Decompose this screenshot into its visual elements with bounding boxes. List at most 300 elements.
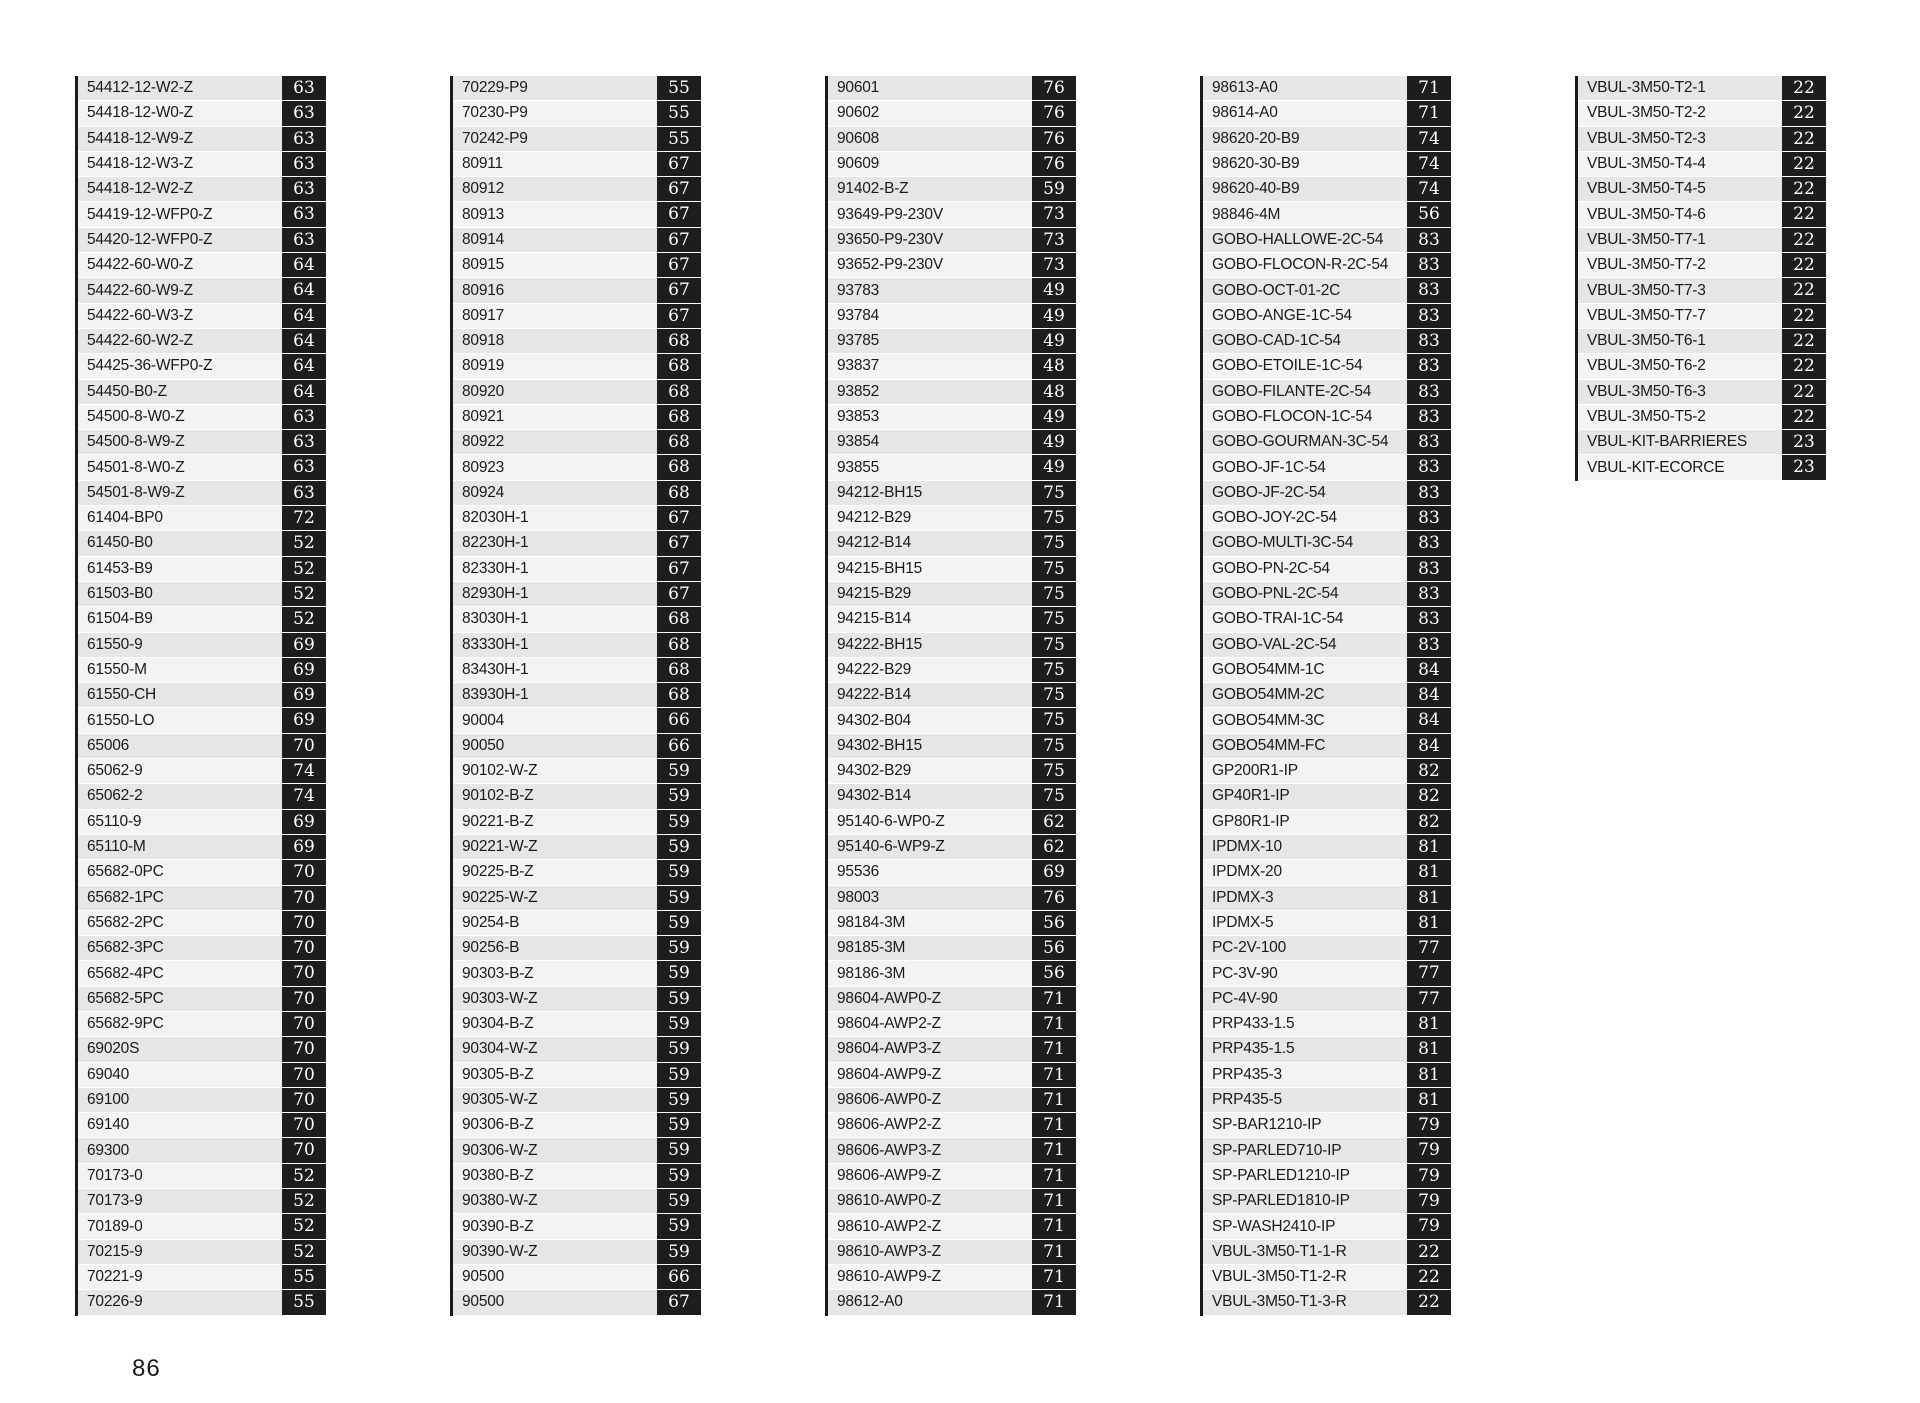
page-reference: 83	[1407, 455, 1451, 479]
index-row	[453, 810, 701, 835]
product-code: 94302-B04	[837, 711, 912, 729]
index-row	[1578, 304, 1826, 329]
index-column-3	[825, 76, 1076, 1316]
page-reference: 83	[1407, 304, 1451, 328]
product-code: 61503-B0	[87, 585, 153, 603]
product-code: 54422-60-W9-Z	[87, 281, 193, 299]
product-code: 54422-60-W2-Z	[87, 332, 193, 350]
page-reference: 59	[657, 936, 701, 960]
index-row	[828, 784, 1076, 809]
index-row	[828, 658, 1076, 683]
page-reference: 67	[657, 152, 701, 176]
index-row	[78, 152, 326, 177]
product-code: GOBO-ANGE-1C-54	[1212, 306, 1352, 324]
index-row	[78, 1265, 326, 1290]
page-reference: 59	[657, 987, 701, 1011]
product-code: 80916	[462, 281, 505, 299]
index-row	[828, 1240, 1076, 1265]
index-row	[828, 911, 1076, 936]
product-code: 90380-W-Z	[462, 1192, 538, 1210]
page-reference: 67	[657, 304, 701, 328]
product-code: VBUL-3M50-T2-2	[1587, 104, 1706, 122]
page-reference: 81	[1407, 886, 1451, 910]
page-reference: 52	[282, 1189, 326, 1213]
page-reference: 81	[1407, 835, 1451, 859]
page-reference: 22	[1782, 101, 1826, 125]
product-code: 82330H-1	[462, 559, 529, 577]
product-code: GOBO-JF-2C-54	[1212, 483, 1326, 501]
product-code: 54422-60-W3-Z	[87, 306, 193, 324]
page-reference: 59	[657, 810, 701, 834]
product-code: 98614-A0	[1212, 104, 1278, 122]
index-row	[1203, 607, 1451, 632]
index-row	[453, 1214, 701, 1239]
product-code: 61550-M	[87, 660, 147, 678]
product-code: 98184-3M	[837, 913, 906, 931]
product-code: IPDMX-10	[1212, 838, 1282, 856]
page-reference: 75	[1032, 607, 1076, 631]
index-row	[828, 455, 1076, 480]
page-reference: 67	[657, 531, 701, 555]
index-row	[453, 1063, 701, 1088]
page-reference: 63	[282, 405, 326, 429]
product-code: 54425-36-WFP0-Z	[87, 357, 213, 375]
product-code: 94222-B14	[837, 686, 912, 704]
index-row	[828, 810, 1076, 835]
page-reference: 76	[1032, 101, 1076, 125]
page-reference: 22	[1782, 152, 1826, 176]
product-code: 83330H-1	[462, 635, 529, 653]
index-row	[78, 987, 326, 1012]
page-reference: 79	[1407, 1113, 1451, 1137]
product-code: 70226-9	[87, 1293, 143, 1311]
product-code: 80918	[462, 332, 505, 350]
product-code: 65062-2	[87, 787, 143, 805]
page-reference: 83	[1407, 607, 1451, 631]
product-code: GOBO-FLOCON-R-2C-54	[1212, 256, 1389, 274]
index-row	[1203, 329, 1451, 354]
index-row	[828, 506, 1076, 531]
product-code: GOBO-CAD-1C-54	[1212, 332, 1341, 350]
index-row	[1203, 911, 1451, 936]
index-row	[78, 76, 326, 101]
page-reference: 64	[282, 278, 326, 302]
index-row	[828, 329, 1076, 354]
product-code: GOBO-OCT-01-2C	[1212, 281, 1341, 299]
index-row	[78, 1214, 326, 1239]
index-row	[1578, 430, 1826, 455]
index-row	[1203, 987, 1451, 1012]
index-row	[828, 1164, 1076, 1189]
product-code: 65682-9PC	[87, 1015, 164, 1033]
page-reference: 22	[1782, 405, 1826, 429]
page-reference: 67	[657, 506, 701, 530]
page-reference: 73	[1032, 228, 1076, 252]
product-code: PC-4V-90	[1212, 989, 1278, 1007]
page-reference: 83	[1407, 582, 1451, 606]
page-reference: 76	[1032, 886, 1076, 910]
page-reference: 75	[1032, 759, 1076, 783]
page-reference: 74	[282, 759, 326, 783]
product-code: 98610-AWP0-Z	[837, 1192, 941, 1210]
page-reference: 83	[1407, 253, 1451, 277]
product-code: 91402-B-Z	[837, 180, 909, 198]
page-reference: 59	[657, 759, 701, 783]
page-reference: 68	[657, 405, 701, 429]
product-code: 90390-W-Z	[462, 1242, 538, 1260]
index-row	[828, 127, 1076, 152]
page-reference: 67	[657, 228, 701, 252]
product-code: 94215-B14	[837, 610, 912, 628]
product-code: GP80R1-IP	[1212, 812, 1290, 830]
index-row	[1203, 506, 1451, 531]
product-code: PRP435-1.5	[1212, 1040, 1295, 1058]
product-code: 69300	[87, 1141, 130, 1159]
page-reference: 66	[657, 1265, 701, 1289]
product-code: 70215-9	[87, 1242, 143, 1260]
index-column-4	[1200, 76, 1451, 1316]
index-row	[78, 1088, 326, 1113]
index-row	[453, 961, 701, 986]
product-code: 98606-AWP3-Z	[837, 1141, 941, 1159]
page-reference: 81	[1407, 1012, 1451, 1036]
index-row	[828, 228, 1076, 253]
product-code: 98604-AWP3-Z	[837, 1040, 941, 1058]
page-reference: 76	[1032, 76, 1076, 100]
index-row	[78, 607, 326, 632]
index-row	[453, 708, 701, 733]
index-row	[828, 1265, 1076, 1290]
product-code: 98620-20-B9	[1212, 129, 1300, 147]
product-code: 82930H-1	[462, 585, 529, 603]
index-row	[78, 1138, 326, 1163]
product-code: 61450-B0	[87, 534, 153, 552]
page-reference: 59	[657, 1189, 701, 1213]
index-row	[78, 1164, 326, 1189]
page-reference: 55	[282, 1265, 326, 1289]
product-code: 93855	[837, 458, 880, 476]
page-reference: 77	[1407, 936, 1451, 960]
page-reference: 63	[282, 455, 326, 479]
product-code: 80923	[462, 458, 505, 476]
page-reference: 22	[1782, 329, 1826, 353]
page-reference: 71	[1407, 101, 1451, 125]
product-code: VBUL-3M50-T4-6	[1587, 205, 1706, 223]
page-reference: 23	[1782, 455, 1826, 479]
page-reference: 22	[1782, 304, 1826, 328]
page-reference: 70	[282, 1088, 326, 1112]
page-reference: 71	[1032, 1012, 1076, 1036]
page-reference: 82	[1407, 759, 1451, 783]
index-row	[78, 633, 326, 658]
product-code: GOBO-JOY-2C-54	[1212, 509, 1337, 527]
index-row	[1203, 1063, 1451, 1088]
index-row	[453, 557, 701, 582]
index-row	[453, 304, 701, 329]
page-reference: 67	[657, 177, 701, 201]
index-row	[828, 1214, 1076, 1239]
index-row	[828, 405, 1076, 430]
page-reference: 71	[1032, 1290, 1076, 1314]
page-reference: 84	[1407, 683, 1451, 707]
index-row	[453, 784, 701, 809]
product-code: 90221-W-Z	[462, 838, 538, 856]
index-row	[1203, 253, 1451, 278]
index-row	[78, 961, 326, 986]
product-code: 65682-3PC	[87, 939, 164, 957]
page-reference: 81	[1407, 1088, 1451, 1112]
index-row	[78, 658, 326, 683]
product-code: 90004	[462, 711, 505, 729]
product-code: 94215-B29	[837, 585, 912, 603]
product-code: 80914	[462, 230, 505, 248]
product-code: VBUL-3M50-T4-5	[1587, 180, 1706, 198]
page-reference: 77	[1407, 987, 1451, 1011]
index-row	[1203, 455, 1451, 480]
product-code: VBUL-3M50-T6-1	[1587, 332, 1706, 350]
index-row	[453, 936, 701, 961]
index-column-5	[1575, 76, 1826, 481]
index-row	[1203, 886, 1451, 911]
index-row	[453, 354, 701, 379]
product-code: 65682-4PC	[87, 964, 164, 982]
product-code: GP40R1-IP	[1212, 787, 1290, 805]
product-code: 70173-0	[87, 1166, 143, 1184]
page-reference: 79	[1407, 1214, 1451, 1238]
index-row	[828, 380, 1076, 405]
product-code: 54418-12-W0-Z	[87, 104, 193, 122]
page-reference: 79	[1407, 1164, 1451, 1188]
product-code: IPDMX-3	[1212, 888, 1274, 906]
index-row	[1578, 202, 1826, 227]
index-row	[453, 253, 701, 278]
product-code: 90221-B-Z	[462, 812, 534, 830]
product-code: 93652-P9-230V	[837, 256, 943, 274]
page-reference: 70	[282, 1012, 326, 1036]
product-code: 80912	[462, 180, 505, 198]
page-number: 86	[132, 1355, 161, 1382]
index-row	[828, 557, 1076, 582]
page-reference: 75	[1032, 708, 1076, 732]
page-reference: 69	[282, 708, 326, 732]
page-reference: 84	[1407, 708, 1451, 732]
page-reference: 70	[282, 1037, 326, 1061]
index-row	[1203, 278, 1451, 303]
product-code: 90390-B-Z	[462, 1217, 534, 1235]
product-code: 93852	[837, 382, 880, 400]
page-reference: 75	[1032, 506, 1076, 530]
product-code: 90609	[837, 155, 880, 173]
product-code: GP200R1-IP	[1212, 762, 1298, 780]
index-row	[78, 304, 326, 329]
index-row	[1203, 202, 1451, 227]
page-reference: 71	[1032, 1164, 1076, 1188]
index-row	[828, 1138, 1076, 1163]
page-reference: 79	[1407, 1189, 1451, 1213]
product-code: 90306-B-Z	[462, 1116, 534, 1134]
index-row	[453, 633, 701, 658]
product-code: SP-PARLED1810-IP	[1212, 1192, 1350, 1210]
index-row	[1203, 633, 1451, 658]
index-row	[828, 253, 1076, 278]
product-code: 98620-30-B9	[1212, 155, 1300, 173]
index-row	[1578, 354, 1826, 379]
index-row	[78, 354, 326, 379]
index-row	[78, 582, 326, 607]
index-row	[1203, 683, 1451, 708]
page-reference: 62	[1032, 810, 1076, 834]
index-row	[1203, 228, 1451, 253]
page-reference: 22	[1782, 380, 1826, 404]
page-reference: 75	[1032, 658, 1076, 682]
index-row	[453, 582, 701, 607]
index-row	[78, 228, 326, 253]
page-reference: 71	[1032, 1088, 1076, 1112]
page-reference: 59	[657, 1240, 701, 1264]
page-reference: 22	[1782, 354, 1826, 378]
page-reference: 59	[657, 1138, 701, 1162]
index-row	[1203, 177, 1451, 202]
product-code: 98606-AWP9-Z	[837, 1166, 941, 1184]
page-reference: 56	[1032, 961, 1076, 985]
product-code: 93650-P9-230V	[837, 230, 943, 248]
product-code: 70229-P9	[462, 79, 528, 97]
product-code: SP-PARLED1210-IP	[1212, 1166, 1350, 1184]
index-column-2	[450, 76, 701, 1316]
index-row	[453, 911, 701, 936]
page-reference: 83	[1407, 481, 1451, 505]
page-reference: 59	[1032, 177, 1076, 201]
product-code: 54422-60-W0-Z	[87, 256, 193, 274]
page-reference: 52	[282, 1240, 326, 1264]
index-row	[453, 734, 701, 759]
page-reference: 63	[282, 76, 326, 100]
page-reference: 71	[1032, 1189, 1076, 1213]
page-reference: 67	[657, 557, 701, 581]
product-code: GOBO-FILANTE-2C-54	[1212, 382, 1372, 400]
page-reference: 75	[1032, 582, 1076, 606]
product-code: 80922	[462, 433, 505, 451]
page-reference: 75	[1032, 683, 1076, 707]
product-code: 98610-AWP2-Z	[837, 1217, 941, 1235]
product-code: 69100	[87, 1091, 130, 1109]
index-row	[1203, 1240, 1451, 1265]
page-reference: 49	[1032, 455, 1076, 479]
page-reference: 67	[657, 582, 701, 606]
page-reference: 67	[657, 1290, 701, 1314]
product-code: GOBO-TRAI-1C-54	[1212, 610, 1344, 628]
page-reference: 70	[282, 961, 326, 985]
index-row	[78, 177, 326, 202]
product-code: 90304-B-Z	[462, 1015, 534, 1033]
product-code: 54500-8-W9-Z	[87, 433, 185, 451]
product-code: 90303-W-Z	[462, 989, 538, 1007]
page-reference: 22	[1407, 1290, 1451, 1314]
product-code: IPDMX-20	[1212, 863, 1282, 881]
product-code: 98604-AWP9-Z	[837, 1065, 941, 1083]
page-reference: 83	[1407, 531, 1451, 555]
product-code: 83430H-1	[462, 660, 529, 678]
product-code: 54420-12-WFP0-Z	[87, 230, 213, 248]
index-row	[1578, 127, 1826, 152]
product-code: GOBO54MM-2C	[1212, 686, 1325, 704]
index-row	[1203, 1214, 1451, 1239]
product-code: 90050	[462, 736, 505, 754]
page-reference: 71	[1032, 987, 1076, 1011]
product-code: 98846-4M	[1212, 205, 1281, 223]
product-code: 69020S	[87, 1040, 140, 1058]
page-reference: 23	[1782, 430, 1826, 454]
page-reference: 63	[282, 481, 326, 505]
index-row	[453, 127, 701, 152]
index-row	[1203, 734, 1451, 759]
product-code: 94302-B29	[837, 762, 912, 780]
index-row	[78, 835, 326, 860]
index-row	[78, 860, 326, 885]
page-reference: 52	[282, 1214, 326, 1238]
page-reference: 68	[657, 329, 701, 353]
index-row	[828, 101, 1076, 126]
product-code: IPDMX-5	[1212, 913, 1274, 931]
product-code: VBUL-KIT-BARRIERES	[1587, 433, 1748, 451]
index-row	[828, 76, 1076, 101]
product-code: 98612-A0	[837, 1293, 903, 1311]
index-row	[453, 76, 701, 101]
product-code: 61550-CH	[87, 686, 157, 704]
product-code: 93853	[837, 408, 880, 425]
product-code: 90102-B-Z	[462, 787, 534, 805]
page-reference: 22	[1782, 202, 1826, 226]
product-code: 61453-B9	[87, 559, 153, 577]
product-code: 90306-W-Z	[462, 1141, 538, 1159]
product-code: GOBO54MM-3C	[1212, 711, 1325, 729]
page-reference: 49	[1032, 405, 1076, 429]
page-reference: 59	[657, 1063, 701, 1087]
page-reference: 83	[1407, 278, 1451, 302]
index-row	[78, 1063, 326, 1088]
product-code: VBUL-3M50-T7-3	[1587, 281, 1706, 299]
index-row	[828, 278, 1076, 303]
index-row	[78, 430, 326, 455]
index-row	[453, 101, 701, 126]
index-row	[453, 202, 701, 227]
index-row	[78, 455, 326, 480]
page-reference: 69	[282, 633, 326, 657]
index-row	[78, 1012, 326, 1037]
page-reference: 71	[1032, 1265, 1076, 1289]
index-row	[78, 481, 326, 506]
page-reference: 59	[657, 1037, 701, 1061]
product-code: SP-PARLED710-IP	[1212, 1141, 1342, 1159]
product-code: 98604-AWP0-Z	[837, 989, 941, 1007]
product-code: GOBO-GOURMAN-3C-54	[1212, 433, 1389, 451]
index-row	[453, 430, 701, 455]
index-row	[1203, 152, 1451, 177]
page-reference: 22	[1782, 76, 1826, 100]
index-row	[1203, 405, 1451, 430]
product-code: PRP435-3	[1212, 1065, 1282, 1083]
page-reference: 70	[282, 734, 326, 758]
product-code: 80921	[462, 408, 505, 425]
page-reference: 70	[282, 886, 326, 910]
index-row	[453, 1037, 701, 1062]
page-reference: 82	[1407, 810, 1451, 834]
page-reference: 22	[1782, 253, 1826, 277]
page-reference: 68	[657, 430, 701, 454]
index-row	[453, 228, 701, 253]
product-code: GOBO-PNL-2C-54	[1212, 585, 1339, 603]
page-reference: 83	[1407, 633, 1451, 657]
